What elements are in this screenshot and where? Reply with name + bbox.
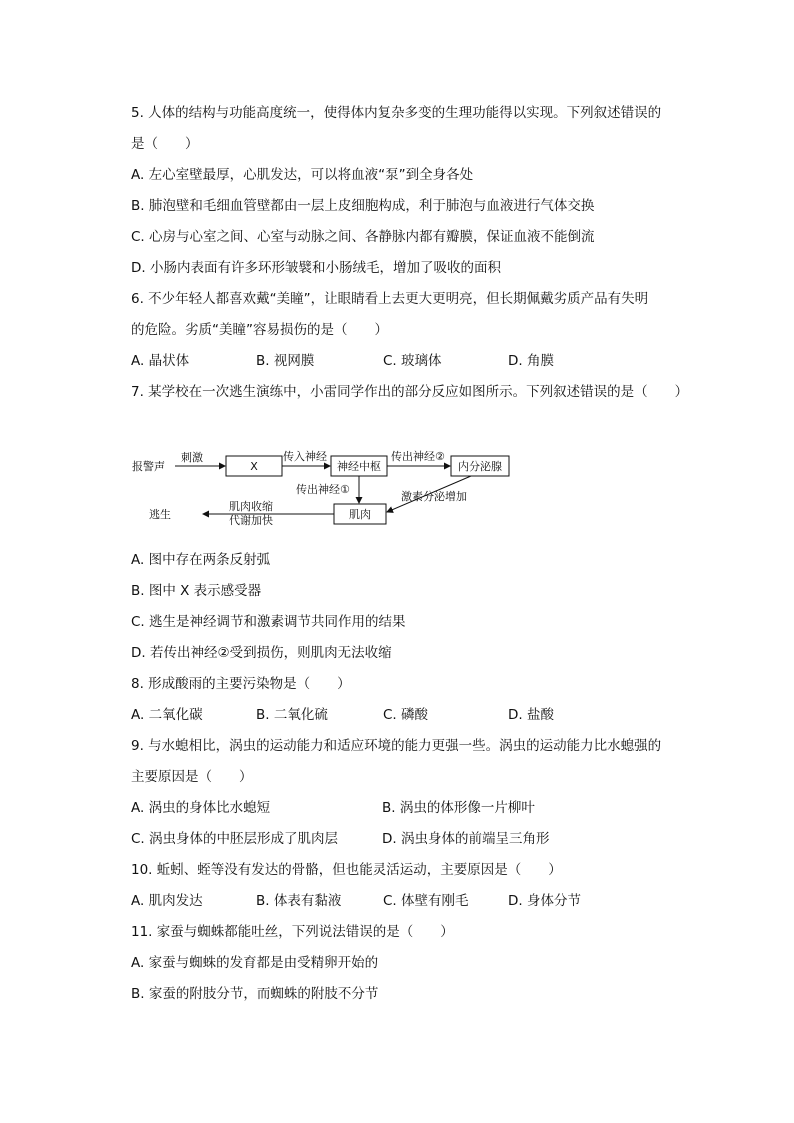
question-10-option-a: A. 肌肉发达 (131, 893, 203, 909)
question-6-stem-cont: 的危险。劣质“美瞳”容易损伤的是（ ） (131, 322, 388, 338)
question-6-option-a: A. 晶状体 (131, 353, 190, 369)
question-7-option-d: D. 若传出神经②受到损伤，则肌肉无法收缩 (131, 645, 392, 661)
label-hormone: 激素分泌增加 (401, 490, 467, 503)
question-10-option-c: C. 体壁有刚毛 (383, 893, 469, 909)
label-nerve-center: 神经中枢 (337, 460, 381, 473)
label-alarm: 报警声 (132, 460, 165, 473)
question-5-option-d: D. 小肠内表面有许多环形皱襞和小肠绒毛，增加了吸收的面积 (131, 260, 501, 276)
question-10-stem: 10. 蚯蚓、蛭等没有发达的骨骼，但也能灵活运动，主要原因是（ ） (131, 862, 562, 878)
label-x: X (250, 460, 258, 473)
question-10-option-b: B. 体表有黏液 (256, 893, 342, 909)
label-endocrine: 内分泌腺 (458, 460, 502, 473)
label-contract-2: 代谢加快 (229, 514, 273, 527)
reflex-diagram (131, 446, 511, 536)
question-5-stem: 5. 人体的结构与功能高度统一，使得体内复杂多变的生理功能得以实现。下列叙述错误的 (131, 105, 662, 121)
question-10-option-d: D. 身体分节 (508, 893, 581, 909)
question-8-option-a: A. 二氧化碳 (131, 707, 203, 723)
question-7-option-c: C. 逃生是神经调节和激素调节共同作用的结果 (131, 614, 406, 630)
label-efferent-2: 传出神经② (391, 450, 445, 463)
label-contract-1: 肌肉收缩 (229, 500, 273, 513)
question-6-option-c: C. 玻璃体 (383, 353, 442, 369)
question-9-stem: 9. 与水螅相比，涡虫的运动能力和适应环境的能力更强一些。涡虫的运动能力比水螅强的 (131, 738, 662, 754)
question-9-option-c: C. 涡虫身体的中胚层形成了肌肉层 (131, 831, 339, 847)
question-9-option-a: A. 涡虫的身体比水螅短 (131, 800, 271, 816)
question-7-stem: 7. 某学校在一次逃生演练中，小雷同学作出的部分反应如图所示。下列叙述错误的是（ ） (131, 384, 689, 400)
question-8-option-b: B. 二氧化硫 (256, 707, 328, 723)
question-5-option-b: B. 肺泡壁和毛细血管壁都由一层上皮细胞构成，利于肺泡与血液进行气体交换 (131, 198, 595, 214)
question-7-option-a: A. 图中存在两条反射弧 (131, 552, 271, 568)
question-11-option-a: A. 家蚕与蜘蛛的发育都是由受精卵开始的 (131, 955, 379, 971)
label-muscle: 肌肉 (349, 508, 371, 521)
label-escape: 逃生 (149, 508, 171, 521)
question-8-option-c: C. 磷酸 (383, 707, 429, 723)
question-7-option-b: B. 图中 X 表示感受器 (131, 583, 262, 599)
question-11-stem: 11. 家蚕与蜘蛛都能吐丝，下列说法错误的是（ ） (131, 924, 454, 940)
question-5-stem-cont: 是（ ） (131, 136, 199, 152)
question-6-stem: 6. 不少年轻人都喜欢戴“美瞳”，让眼睛看上去更大更明亮，但长期佩戴劣质产品有失明 (131, 291, 649, 307)
label-afferent: 传入神经 (283, 450, 327, 463)
question-8-option-d: D. 盐酸 (508, 707, 554, 723)
question-6-option-b: B. 视网膜 (256, 353, 315, 369)
question-9-option-b: B. 涡虫的体形像一片柳叶 (382, 800, 535, 816)
question-9-option-d: D. 涡虫身体的前端呈三角形 (382, 831, 550, 847)
label-stimulus: 刺激 (181, 451, 203, 464)
label-efferent-1: 传出神经① (296, 483, 350, 496)
question-5-option-a: A. 左心室壁最厚，心肌发达，可以将血液“泵”到全身各处 (131, 167, 474, 183)
question-6-option-d: D. 角膜 (508, 353, 554, 369)
question-8-stem: 8. 形成酸雨的主要污染物是（ ） (131, 676, 351, 692)
question-11-option-b: B. 家蚕的附肢分节，而蜘蛛的附肢不分节 (131, 986, 379, 1002)
question-9-stem-cont: 主要原因是（ ） (131, 769, 253, 785)
question-5-option-c: C. 心房与心室之间、心室与动脉之间、各静脉内都有瓣膜，保证血液不能倒流 (131, 229, 595, 245)
